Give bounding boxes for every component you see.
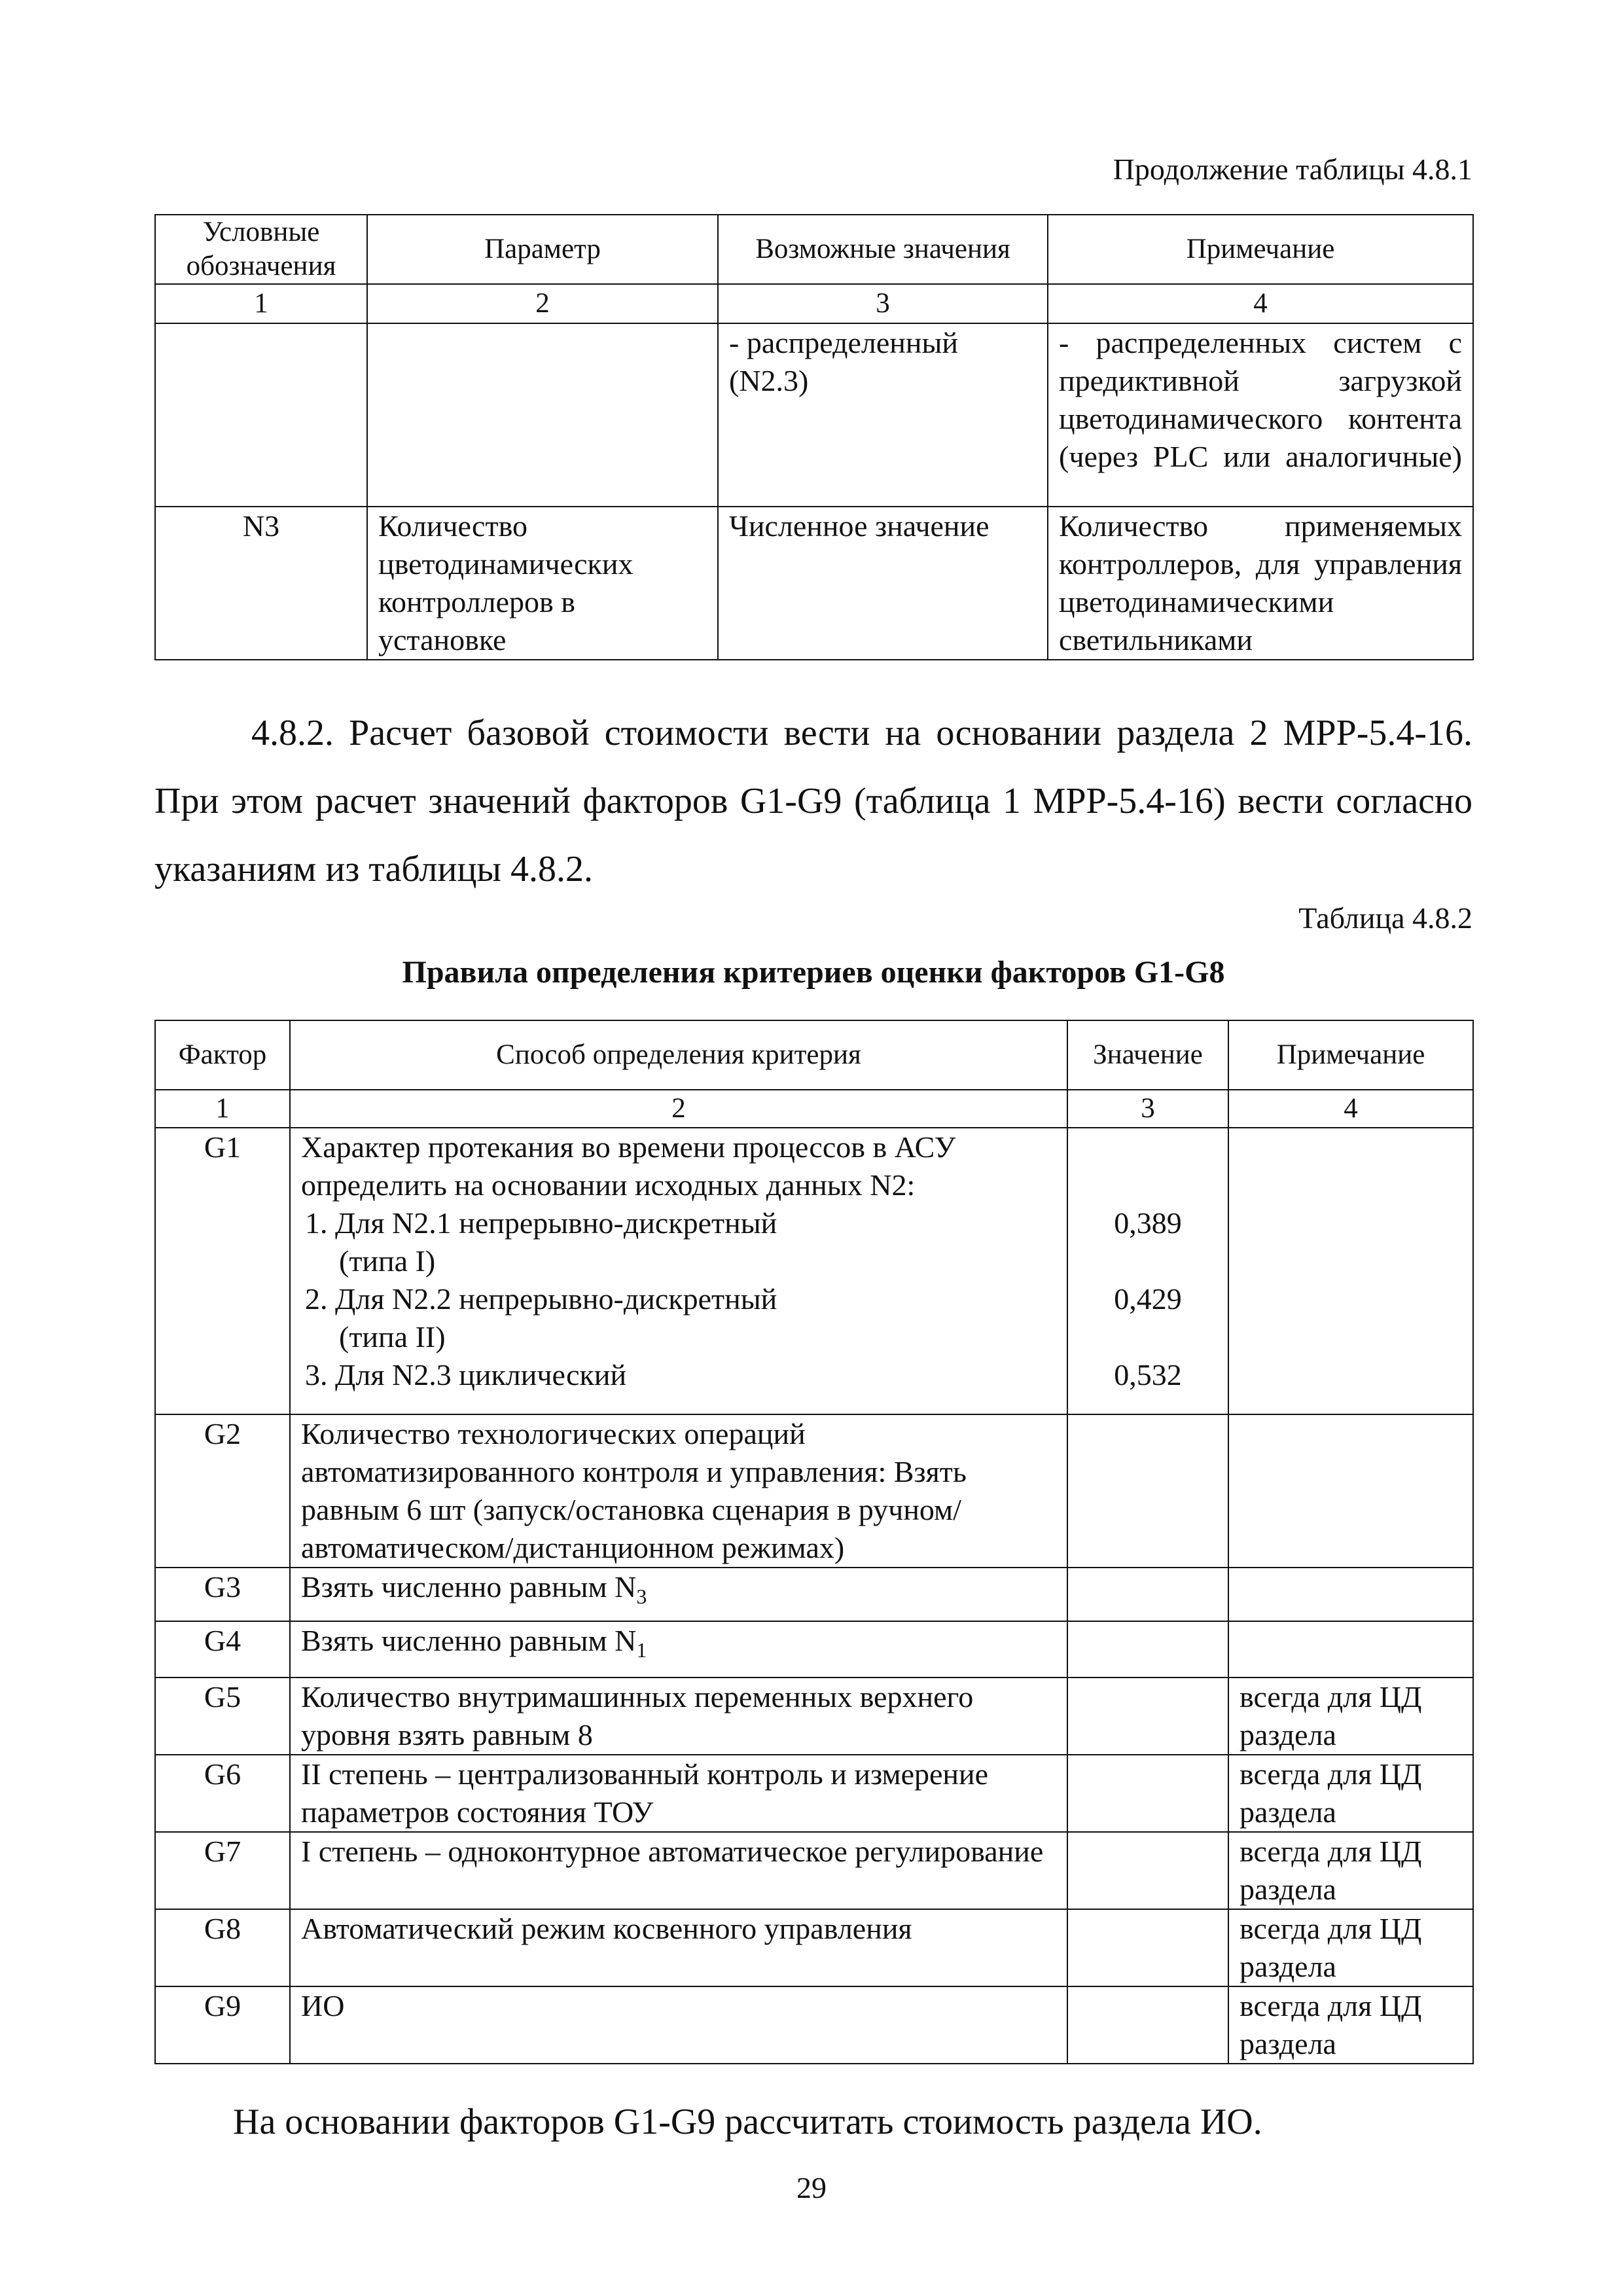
- column-number: 1: [155, 1090, 290, 1128]
- cell-method: [290, 1568, 1067, 1621]
- table-row: [155, 1755, 1473, 1832]
- cell-code: [155, 323, 367, 507]
- value-item: 0,389: [1114, 1206, 1182, 1240]
- cell-note: [1228, 1128, 1473, 1414]
- cell-method: II степень – централизованный контроль и измерение параметров состояния ТОУ: [290, 1755, 1067, 1832]
- column-number: 2: [290, 1090, 1067, 1128]
- cell-method: Автоматический режим косвенного управления: [290, 1909, 1067, 1986]
- column-number-row: [155, 1090, 1473, 1128]
- cell-note: всегда для ЦД раздела: [1228, 1986, 1473, 2064]
- cell-method: I степень – одноконтурное автоматическое регулирование: [290, 1832, 1067, 1909]
- table-row: [155, 1621, 1473, 1677]
- value-item: 0,429: [1114, 1282, 1182, 1316]
- column-header: Способ определения критерия: [290, 1020, 1067, 1090]
- cell-value: [1067, 1568, 1228, 1621]
- column-header: Фактор: [155, 1020, 290, 1090]
- body-paragraph: [154, 699, 1472, 903]
- value-item: 0,532: [1114, 1358, 1182, 1391]
- cell-value: [1067, 1986, 1228, 2064]
- table-4-8-2: [154, 1020, 1474, 2064]
- table-row: [155, 1909, 1473, 1986]
- method-text: Взять численно равным N: [301, 1624, 637, 1657]
- column-number: 4: [1228, 1090, 1473, 1128]
- cell-value: Численное значение: [718, 507, 1048, 660]
- cell-note: - распределенных систем с предиктивной загрузкой цветодинамического контента (через PLC или аналогичные): [1048, 323, 1473, 507]
- cell-note: всегда для ЦД раздела: [1228, 1677, 1473, 1755]
- cell-value: - распределенный (N2.3): [718, 323, 1048, 507]
- table-row: [155, 323, 1473, 507]
- closing-paragraph: На основании факторов G1-G9 рассчитать стоимость раздела ИО.: [233, 2102, 1262, 2142]
- list-item: 1. Для N2.1 непрерывно-дискретный: [305, 1206, 777, 1240]
- page-number: 29: [796, 2171, 827, 2204]
- cell-note: Количество применяемых контроллеров, для управления цветодинамическими светильниками: [1048, 507, 1473, 660]
- cell-method: ИО: [290, 1986, 1067, 2064]
- table-header-row: [155, 1020, 1473, 1090]
- table-row: [155, 1677, 1473, 1755]
- cell-factor: G4: [155, 1621, 290, 1677]
- cell-factor: G9: [155, 1986, 290, 2064]
- cell-note: [1228, 1414, 1473, 1568]
- cell-factor: G8: [155, 1909, 290, 1986]
- table-row: [155, 1986, 1473, 2064]
- column-header: Условные обозначения: [155, 215, 367, 284]
- cell-method: Количество внутримашинных переменных верхнего уровня взять равным 8: [290, 1677, 1067, 1755]
- table-row-g1: [155, 1128, 1473, 1414]
- table-row: [155, 1568, 1473, 1621]
- table-header-row: [155, 215, 1473, 284]
- column-header: Параметр: [367, 215, 718, 284]
- subscript: 3: [636, 1585, 647, 1608]
- table-row: [155, 1414, 1473, 1568]
- table-label: Таблица 4.8.2: [1298, 901, 1472, 935]
- cell-value: [1067, 1128, 1228, 1414]
- cell-note: [1228, 1621, 1473, 1677]
- table-row: [155, 507, 1473, 660]
- cell-factor: G3: [155, 1568, 290, 1621]
- table-title: Правила определения критериев оценки факторов G1-G8: [402, 955, 1225, 990]
- cell-value: [1067, 1414, 1228, 1568]
- list-item: 3. Для N2.3 циклический: [305, 1358, 627, 1391]
- table-4-8-1-continuation: [154, 214, 1474, 660]
- cell-value: [1067, 1755, 1228, 1832]
- method-text: Взять численно равным N: [301, 1570, 637, 1604]
- cell-factor: G6: [155, 1755, 290, 1832]
- list-item-continuation: (типа II): [339, 1320, 446, 1354]
- cell-code: N3: [155, 507, 367, 660]
- column-header: Примечание: [1228, 1020, 1473, 1090]
- cell-factor: G7: [155, 1832, 290, 1909]
- subscript: 1: [636, 1638, 647, 1662]
- column-number: 3: [718, 284, 1048, 323]
- cell-method: [290, 1128, 1067, 1414]
- column-header: Значение: [1067, 1020, 1228, 1090]
- column-number: 4: [1048, 284, 1473, 323]
- cell-value: [1067, 1677, 1228, 1755]
- column-number: 1: [155, 284, 367, 323]
- list-item: 2. Для N2.2 непрерывно-дискретный: [305, 1282, 777, 1316]
- cell-param: [367, 323, 718, 507]
- cell-value: [1067, 1832, 1228, 1909]
- g1-intro: Характер протекания во времени процессов в АСУ определить на основании исходных данных N2:: [301, 1130, 956, 1202]
- cell-factor: G1: [155, 1128, 290, 1414]
- cell-note: [1228, 1568, 1473, 1621]
- cell-factor: G5: [155, 1677, 290, 1755]
- cell-note: всегда для ЦД раздела: [1228, 1909, 1473, 1986]
- column-number: 2: [367, 284, 718, 323]
- column-number: 3: [1067, 1090, 1228, 1128]
- column-number-row: [155, 284, 1473, 323]
- column-header: Возможные значения: [718, 215, 1048, 284]
- table-continuation-caption: Продолжение таблицы 4.8.1: [1113, 152, 1472, 186]
- cell-factor: G2: [155, 1414, 290, 1568]
- list-item-continuation: (типа I): [339, 1244, 436, 1278]
- cell-value: [1067, 1621, 1228, 1677]
- cell-value: [1067, 1909, 1228, 1986]
- cell-note: всегда для ЦД раздела: [1228, 1755, 1473, 1832]
- cell-method: [290, 1621, 1067, 1677]
- column-header: Примечание: [1048, 215, 1473, 284]
- cell-method: Количество технологических операций автоматизированного контроля и управления: Взять равным 6 шт (запуск/остановка сценария в ручном/автоматическом/дистанционном режимах): [290, 1414, 1067, 1568]
- paragraph-text: 4.8.2. Расчет базовой стоимости вести на основании раздела 2 МРР-5.4-16. При этом расчет значений факторов G1-G9 (таблица 1 МРР-5.4-16) вести согласно указаниям из таблицы 4.8.2.: [154, 713, 1472, 889]
- table-row: [155, 1832, 1473, 1909]
- cell-note: всегда для ЦД раздела: [1228, 1832, 1473, 1909]
- cell-param: Количество цветодинамических контроллеров в установке: [367, 507, 718, 660]
